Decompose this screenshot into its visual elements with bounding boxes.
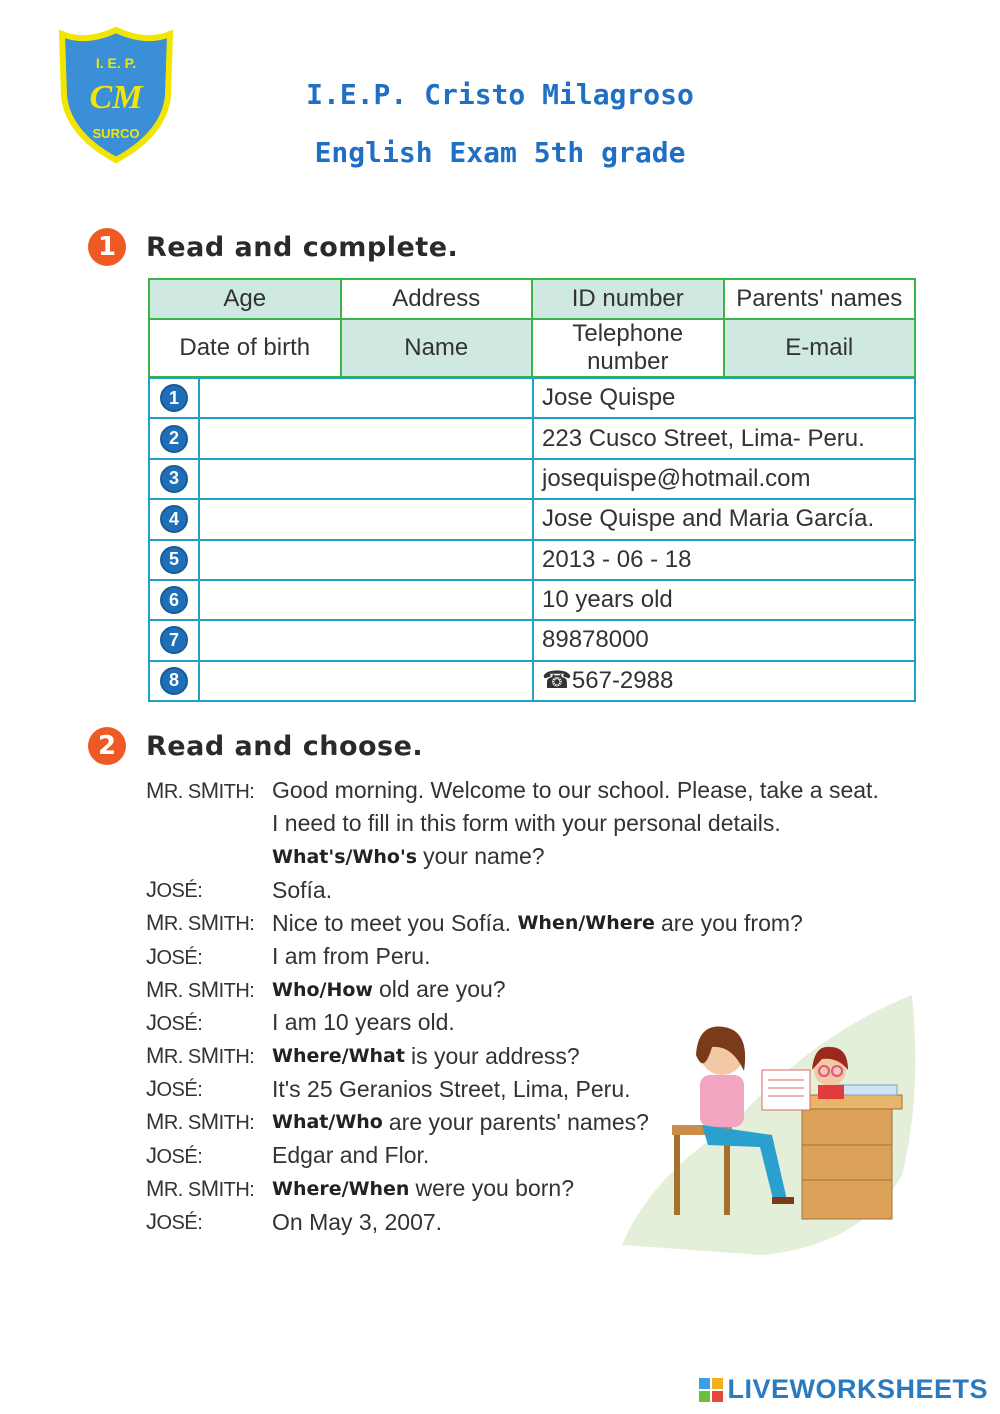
table-row	[149, 459, 915, 499]
logo-city: SURCO	[92, 126, 140, 141]
word-bank-item: Date of birth	[149, 319, 341, 377]
table-row	[149, 540, 915, 580]
speaker-label: MR. SMITH:	[146, 910, 255, 936]
dialogue-line	[146, 907, 906, 940]
dialogue-line	[146, 807, 906, 840]
row-number-badge: 6	[160, 586, 188, 614]
word-bank-item: Age	[149, 279, 341, 319]
choice-option[interactable]: Where/When	[272, 1177, 410, 1200]
row-number-badge: 1	[160, 384, 188, 412]
choice-option[interactable]: What's/Who's	[272, 845, 418, 868]
table-row	[149, 620, 915, 660]
choice-option[interactable]: Where/What	[272, 1045, 405, 1068]
answer-blank[interactable]	[199, 418, 533, 458]
section-1-heading	[88, 228, 458, 266]
answer-blank[interactable]	[199, 580, 533, 620]
speaker-label: MR. SMITH:	[146, 976, 255, 1002]
line-text: were you born?	[415, 1175, 575, 1202]
section-2-heading	[88, 727, 423, 765]
footer-brand	[699, 1374, 988, 1405]
row-number-badge: 3	[160, 465, 188, 493]
word-bank-item: Name	[341, 319, 533, 377]
choice-option[interactable]: Who/How	[272, 978, 373, 1001]
row-value: 10 years old	[533, 580, 915, 620]
section-number-badge: 1	[88, 228, 126, 266]
school-logo	[56, 26, 176, 166]
line-text: Good morning. Welcome to our school. Please, take a seat.	[272, 777, 879, 804]
line-text: is your address?	[410, 1042, 580, 1069]
line-text: your name?	[423, 843, 545, 870]
speaker-label: JOSÉ:	[146, 1209, 203, 1235]
speaker-label: MR. SMITH:	[146, 1109, 255, 1135]
row-value: ☎567-2988	[533, 661, 915, 701]
liveworksheets-logo-icon	[699, 1378, 723, 1402]
answer-blank[interactable]	[199, 378, 533, 418]
choice-option[interactable]: When/Where	[517, 912, 655, 935]
row-number-badge: 2	[160, 425, 188, 453]
answer-table	[148, 377, 916, 702]
logo-monogram: CM	[89, 79, 143, 116]
dialogue-line	[146, 874, 906, 907]
answer-blank[interactable]	[199, 459, 533, 499]
speaker-label: JOSÉ:	[146, 943, 203, 969]
line-text: It's 25 Geranios Street, Lima, Peru.	[272, 1075, 631, 1102]
line-text: Nice to meet you Sofía.	[272, 909, 512, 936]
teacher-student-illustration	[612, 975, 922, 1255]
line-text: I am from Peru.	[272, 943, 431, 970]
row-value: 89878000	[533, 620, 915, 660]
line-text: old are you?	[378, 976, 506, 1003]
exam-title: English Exam 5th grade	[314, 136, 686, 169]
speaker-label: MR. SMITH:	[146, 777, 255, 803]
dialogue-line	[146, 840, 906, 873]
row-value: Jose Quispe and Maria García.	[533, 499, 915, 539]
table-row	[149, 580, 915, 620]
school-name: I.E.P. Cristo Milagroso	[306, 78, 694, 111]
row-value: josequispe@hotmail.com	[533, 459, 915, 499]
answer-blank[interactable]	[199, 499, 533, 539]
word-bank-item: E-mail	[724, 319, 916, 377]
row-value: Jose Quispe	[533, 378, 915, 418]
row-number-badge: 4	[160, 505, 188, 533]
line-text: Edgar and Flor.	[272, 1142, 430, 1169]
row-value: 223 Cusco Street, Lima- Peru.	[533, 418, 915, 458]
table-row	[149, 418, 915, 458]
speaker-label: JOSÉ:	[146, 877, 203, 903]
row-number-badge: 8	[160, 667, 188, 695]
dialogue-line	[146, 940, 906, 973]
line-text: are you from?	[660, 909, 803, 936]
line-text: are your parents' names?	[388, 1108, 649, 1135]
word-bank-item: Parents' names	[724, 279, 916, 319]
row-number-badge: 5	[160, 546, 188, 574]
answer-blank[interactable]	[199, 661, 533, 701]
speaker-label: JOSÉ:	[146, 1076, 203, 1102]
speaker-label: JOSÉ:	[146, 1142, 203, 1168]
answer-blank[interactable]	[199, 540, 533, 580]
table-row	[149, 499, 915, 539]
choice-option[interactable]: What/Who	[272, 1111, 383, 1134]
section-title: Read and choose.	[146, 730, 424, 762]
line-text: On May 3, 2007.	[272, 1208, 443, 1235]
speaker-label: MR. SMITH:	[146, 1043, 255, 1069]
answer-blank[interactable]	[199, 620, 533, 660]
word-bank-item: Telephone number	[532, 319, 724, 377]
row-value: 2013 - 06 - 18	[533, 540, 915, 580]
table-row	[149, 661, 915, 701]
row-number-badge: 7	[160, 626, 188, 654]
word-bank-item: Address	[341, 279, 533, 319]
table-row	[149, 378, 915, 418]
line-text: Sofía.	[272, 876, 333, 903]
speaker-label: MR. SMITH:	[146, 1175, 255, 1201]
dialogue-line	[146, 774, 906, 807]
line-text: I am 10 years old.	[272, 1009, 455, 1036]
line-text: I need to fill in this form with your personal details.	[272, 810, 781, 837]
section-title: Read and complete.	[146, 231, 459, 263]
word-bank-table	[148, 278, 916, 378]
section-number-badge: 2	[88, 727, 126, 765]
word-bank-item: ID number	[532, 279, 724, 319]
speaker-label: JOSÉ:	[146, 1009, 203, 1035]
brand-name: LIVEWORKSHEETS	[727, 1374, 988, 1404]
logo-line1: I. E. P.	[95, 55, 137, 71]
